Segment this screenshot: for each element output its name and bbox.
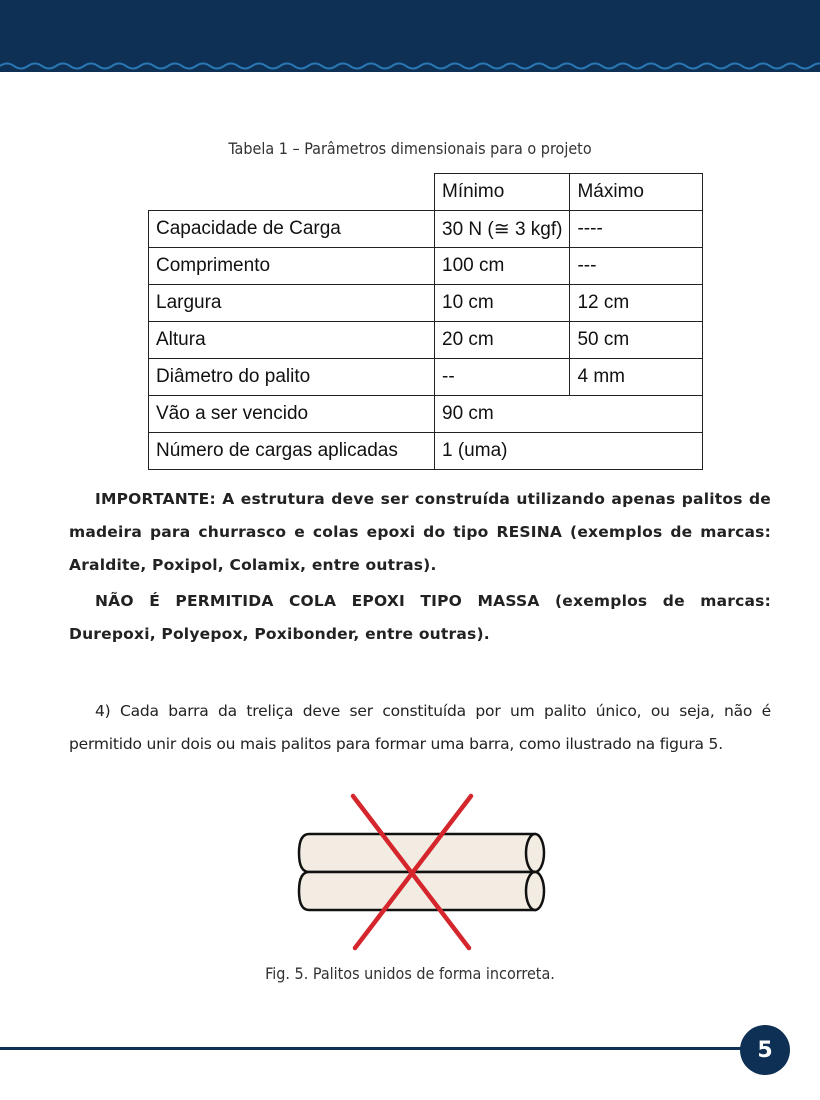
table-row <box>149 211 703 248</box>
header-band <box>0 0 820 72</box>
table-cell-max: 50 cm <box>570 322 703 359</box>
joined-sticks-figure <box>295 790 555 955</box>
table-header-max: Máximo <box>570 174 703 211</box>
table-caption: Tabela 1 – Parâmetros dimensionais para o projeto <box>228 139 592 158</box>
table-row <box>149 433 703 470</box>
table-row <box>149 359 703 396</box>
table-row <box>149 396 703 433</box>
table-cell-param: Largura <box>149 285 435 322</box>
table-cell-min: 30 N (≅ 3 kgf) <box>435 211 570 248</box>
table-cell-value: 1 (uma) <box>435 433 703 470</box>
table-cell-max: 12 cm <box>570 285 703 322</box>
table-cell-param: Número de cargas aplicadas <box>149 433 435 470</box>
page-number: 5 <box>740 1025 790 1075</box>
table-cell-param: Diâmetro do palito <box>149 359 435 396</box>
table-cell-max: --- <box>570 248 703 285</box>
table-cell-param: Vão a ser vencido <box>149 396 435 433</box>
table-header-empty <box>149 174 435 211</box>
rule-4-paragraph: 4) Cada barra da treliça deve ser constituída por um palito único, ou seja, não é permitido unir dois ou mais palitos para formar uma barra, como ilustrado na figura 5. <box>69 702 771 753</box>
table-cell-min: 100 cm <box>435 248 570 285</box>
table-row <box>149 285 703 322</box>
figure-caption: Fig. 5. Palitos unidos de forma incorreta. <box>265 964 555 983</box>
table-cell-min: 10 cm <box>435 285 570 322</box>
table-header-row <box>149 174 703 211</box>
table-cell-min: 20 cm <box>435 322 570 359</box>
important-paragraph: IMPORTANTE: A estrutura deve ser construída utilizando apenas palitos de madeira para churrasco e colas epoxi do tipo RESINA (exemplos de marcas: Araldite, Poxipol, Colamix, entre outras). <box>69 490 771 574</box>
footer-line <box>0 1047 750 1050</box>
parameters-table <box>148 173 703 470</box>
stick-top <box>299 834 544 872</box>
table-cell-min: -- <box>435 359 570 396</box>
stick-bottom <box>299 872 544 910</box>
table-row <box>149 248 703 285</box>
table-cell-param: Capacidade de Carga <box>149 211 435 248</box>
table-cell-max: 4 mm <box>570 359 703 396</box>
table-header-min: Mínimo <box>435 174 570 211</box>
table-cell-param: Altura <box>149 322 435 359</box>
table-cell-value: 90 cm <box>435 396 703 433</box>
table-cell-max: ---- <box>570 211 703 248</box>
table-cell-param: Comprimento <box>149 248 435 285</box>
table-row <box>149 322 703 359</box>
not-allowed-paragraph: NÃO É PERMITIDA COLA EPOXI TIPO MASSA (exemplos de marcas: Durepoxi, Polyepox, Poxibonder, entre outras). <box>69 592 771 643</box>
